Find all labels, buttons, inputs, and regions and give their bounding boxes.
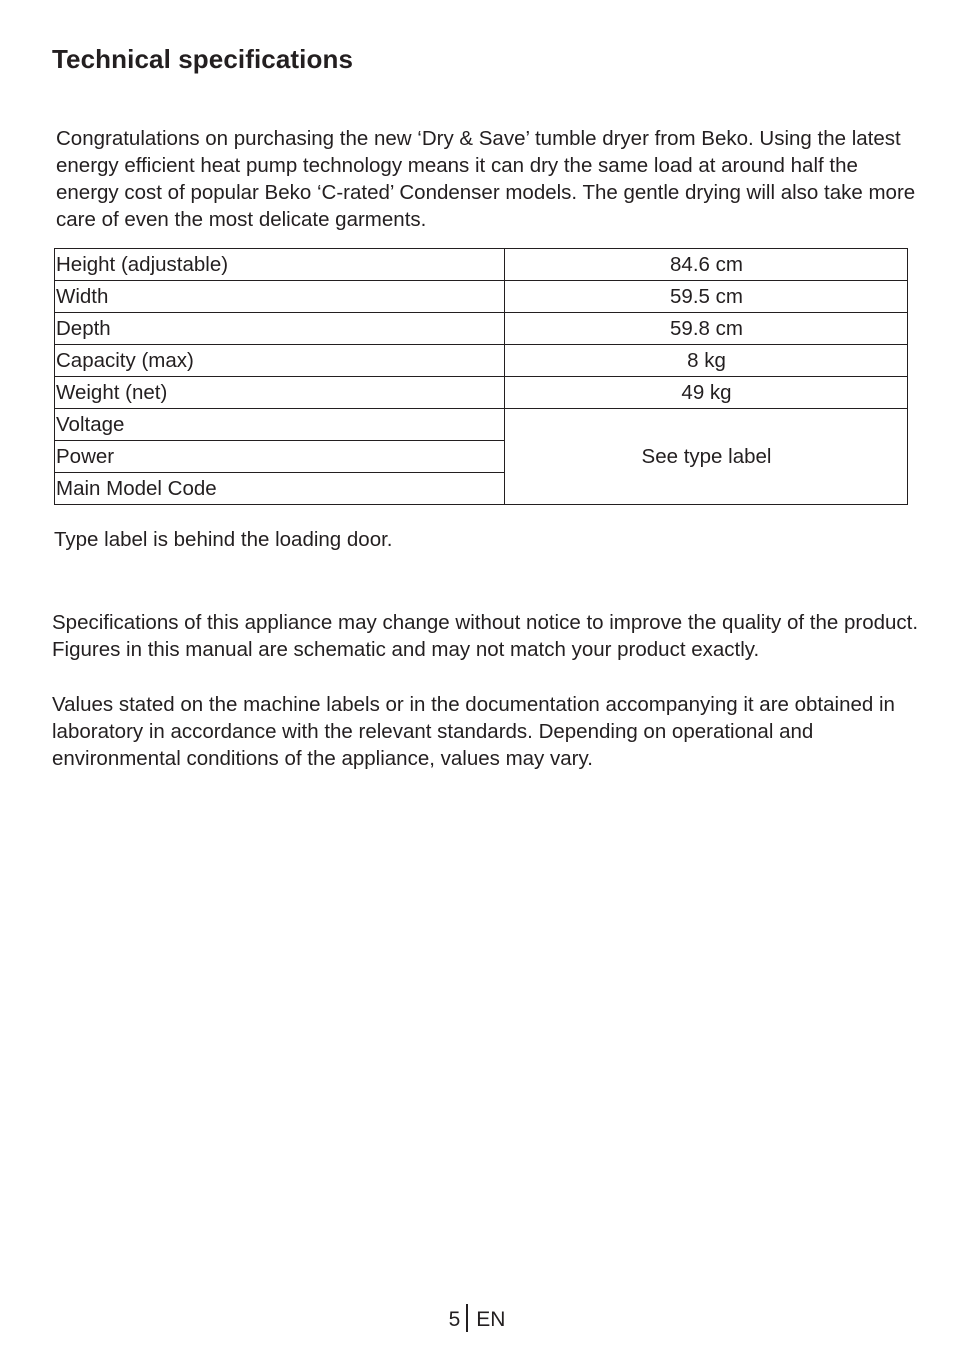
spec-label-power: Power <box>55 441 505 473</box>
page-number: 5 <box>448 1308 461 1331</box>
language-code: EN <box>476 1308 506 1331</box>
spec-value-see-type-label: See type label <box>505 409 908 505</box>
spec-label-weight: Weight (net) <box>55 377 505 409</box>
table-row <box>55 377 908 409</box>
spec-label-voltage: Voltage <box>55 409 505 441</box>
spec-value-depth: 59.8 cm <box>505 313 908 345</box>
spec-label-capacity: Capacity (max) <box>55 345 505 377</box>
page-footer <box>0 1308 954 1332</box>
specification-change-paragraph: Specifications of this appliance may change without notice to improve the quality of the product. Figures in this manual are schematic and may not match your product exactly. <box>52 611 919 661</box>
spec-label-depth: Depth <box>55 313 505 345</box>
specifications-table <box>54 248 908 505</box>
table-row <box>55 409 908 441</box>
intro-paragraph: Congratulations on purchasing the new ‘Dry & Save’ tumble dryer from Beko. Using the latest energy efficient heat pump technology means it can dry the same load at around half the energy cost of popular Beko ‘C-rated’ Condenser models. The gentle drying will also take more care of even the most delicate garments. <box>56 127 916 231</box>
table-row <box>55 345 908 377</box>
spec-label-width: Width <box>55 281 505 313</box>
table-row <box>55 249 908 281</box>
spec-label-height: Height (adjustable) <box>55 249 505 281</box>
spec-value-width: 59.5 cm <box>505 281 908 313</box>
spec-label-main-model-code: Main Model Code <box>55 473 505 505</box>
values-disclaimer-paragraph: Values stated on the machine labels or in the documentation accompanying it are obtained in laboratory in accordance with the relevant standards. Depending on operational and environmental conditions of the appliance, values may vary. <box>52 693 895 770</box>
type-label-note: Type label is behind the loading door. <box>54 528 393 551</box>
footer-divider <box>466 1304 468 1332</box>
page-title: Technical specifications <box>52 44 354 74</box>
spec-value-capacity: 8 kg <box>505 345 908 377</box>
table-row <box>55 313 908 345</box>
spec-value-height: 84.6 cm <box>505 249 908 281</box>
spec-value-weight: 49 kg <box>505 377 908 409</box>
table-row <box>55 281 908 313</box>
